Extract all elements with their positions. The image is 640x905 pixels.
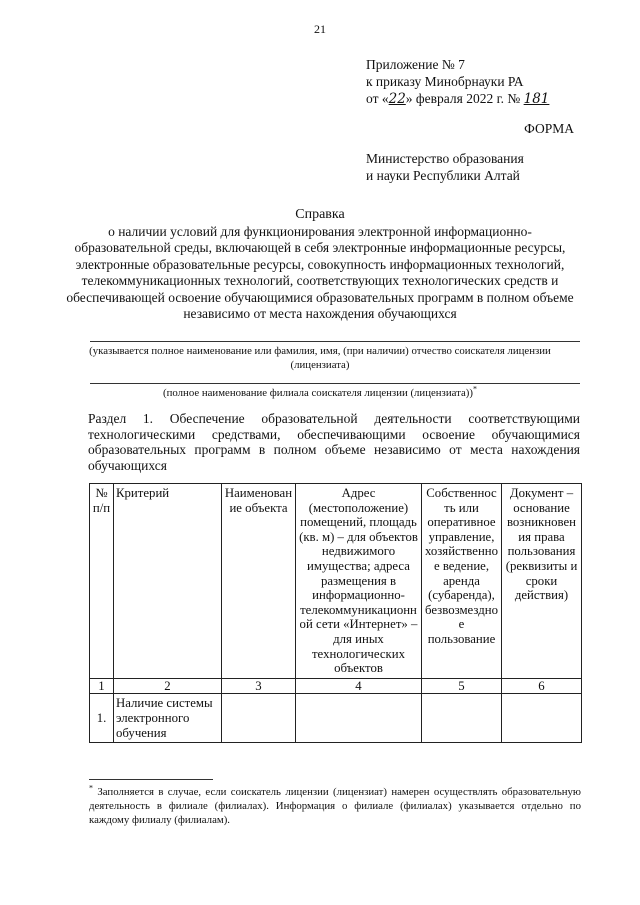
title-line: о наличии условий для функционирования электронной информационно- bbox=[108, 223, 532, 239]
header-object-name: Наименован ие объекта bbox=[222, 484, 296, 679]
criteria-table bbox=[89, 483, 582, 743]
table-header-row bbox=[90, 484, 582, 679]
header-criterion: Критерий bbox=[114, 484, 222, 679]
date-prefix: от « bbox=[366, 91, 389, 106]
footnote-marker: * bbox=[472, 384, 477, 394]
ministry-line-1: Министерство образования bbox=[366, 151, 524, 166]
applicant-caption-line-1: (указывается полное наименование или фамилия, имя, (при наличии) отчество соискателя лицензии bbox=[89, 345, 551, 357]
footnote-marker: * bbox=[89, 783, 93, 793]
table-row bbox=[90, 694, 582, 743]
column-number: 6 bbox=[502, 678, 582, 694]
row-criterion: Наличие системы электронного обучения bbox=[114, 694, 222, 743]
header-address: Адрес (местоположение) помещений, площадь (кв. м) – для объектов недвижимого имущества; адреса размещения в информационно-телекоммуникационн ой сети «Интернет» – для иных технологических объектов bbox=[296, 484, 422, 679]
date-month-year: » февраля 2022 г. № bbox=[405, 91, 521, 106]
title-line: образовательной среды, включающей в себя электронные информационные ресурсы, bbox=[74, 240, 566, 255]
header-ownership: Собственнос ть или оперативное управление, хозяйственно е ведение, аренда (субаренда), безвозмездно е пользование bbox=[422, 484, 502, 679]
section-1-heading: Раздел 1. Обеспечение образовательной деятельности соответствующими технологическими средствами, обеспечивающими освоение обучающимися образовательных программ в полном объеме независимо от места нахождения обучающихся bbox=[88, 411, 580, 473]
document-title bbox=[60, 207, 580, 323]
header-document: Документ – основание возникновен ия права пользования (реквизиты и сроки действия) bbox=[502, 484, 582, 679]
footnote-text: Заполняется в случае, если соискатель лицензии (лицензиат) намерен осуществлять образовательную деятельность в филиале (филиалах). Информация о филиале (филиалах) указывается отдельно по каждому филиалу (филиалам). bbox=[89, 786, 581, 826]
title-line: телекоммуникационных технологий, соответствующих технологических средств и bbox=[81, 273, 559, 288]
appendix-block bbox=[366, 56, 549, 108]
title-line: электронные образовательные ресурсы, совокупность информационных технологий, bbox=[75, 256, 565, 272]
title-heading: Справка bbox=[295, 207, 345, 222]
footnote bbox=[89, 785, 581, 827]
row-object-name bbox=[222, 694, 296, 743]
column-number: 4 bbox=[296, 678, 422, 694]
ministry-line-2: и науки Республики Алтай bbox=[366, 168, 520, 183]
footnote-divider bbox=[89, 779, 213, 780]
column-number: 3 bbox=[222, 678, 296, 694]
column-number: 1 bbox=[90, 678, 114, 694]
row-index: 1. bbox=[90, 694, 114, 743]
branch-caption bbox=[60, 386, 580, 400]
appendix-date bbox=[366, 90, 549, 108]
date-day: 22 bbox=[388, 91, 406, 107]
appendix-order: к приказу Минобрнауки РА bbox=[366, 74, 524, 89]
applicant-caption bbox=[60, 344, 580, 372]
page-number: 21 bbox=[314, 22, 326, 36]
applicant-caption-line-2: (лицензиата) bbox=[290, 359, 350, 371]
header-number: № п/п bbox=[90, 484, 114, 679]
appendix-title: Приложение № 7 bbox=[366, 57, 465, 72]
row-ownership bbox=[422, 694, 502, 743]
form-label: ФОРМА bbox=[524, 121, 574, 136]
title-line: независимо от места нахождения обучающихся bbox=[183, 306, 457, 321]
row-address bbox=[296, 694, 422, 743]
row-document bbox=[502, 694, 582, 743]
applicant-name-line bbox=[90, 341, 580, 342]
column-number-row bbox=[90, 678, 582, 694]
branch-caption-text: (полное наименование филиала соискателя лицензии (лицензиата)) bbox=[163, 387, 473, 399]
column-number: 2 bbox=[114, 678, 222, 694]
order-number: 181 bbox=[523, 91, 550, 107]
branch-name-line bbox=[90, 383, 580, 384]
ministry-block bbox=[366, 150, 524, 184]
column-number: 5 bbox=[422, 678, 502, 694]
title-line: обеспечивающей освоение обучающимися образовательных программ в полном объеме bbox=[66, 289, 574, 305]
